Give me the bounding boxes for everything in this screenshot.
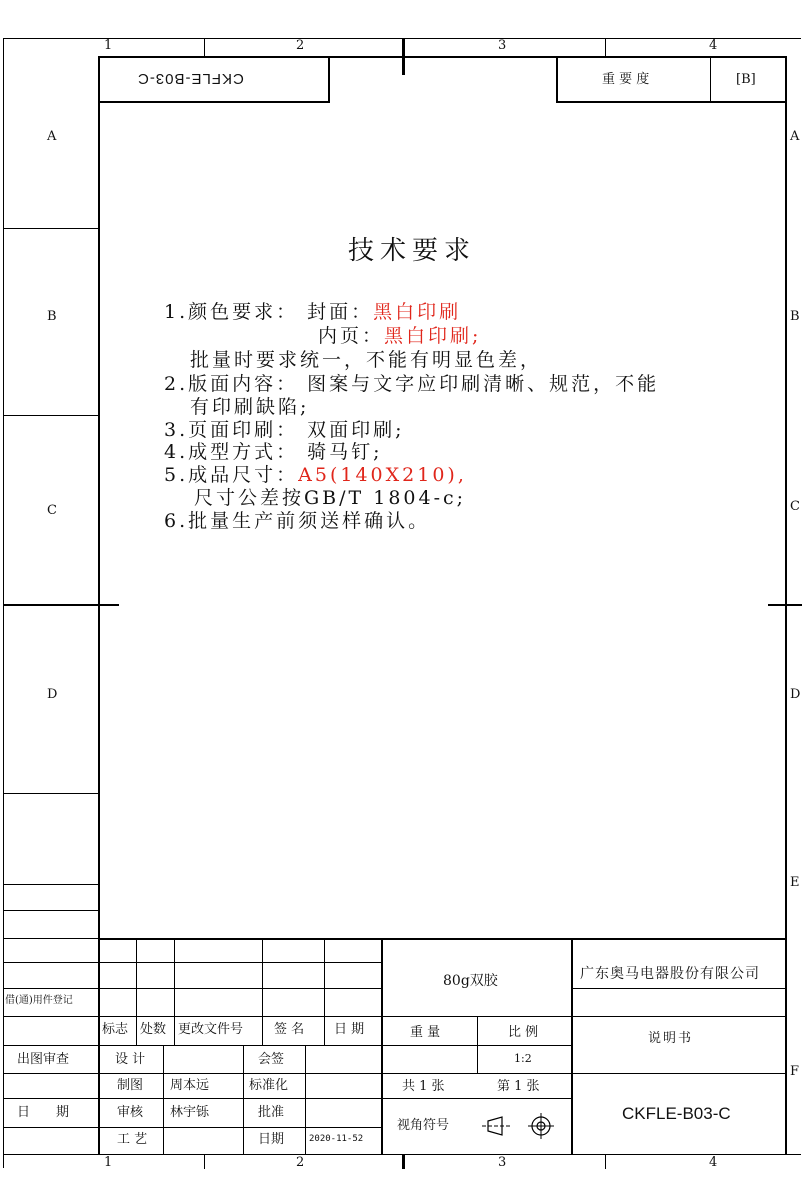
req-line-10: 6.批量生产前须送样确认。 — [164, 510, 431, 532]
view-symbol-label: 视角符号 — [397, 1118, 450, 1133]
tb-col — [477, 1016, 478, 1073]
tb-col-bold — [571, 938, 573, 1155]
importance-label: 重 要 度 — [602, 72, 650, 87]
zone-divider — [3, 228, 99, 229]
col-tick-bold — [402, 38, 405, 75]
zone-divider — [3, 1098, 99, 1099]
zone-divider-bold — [3, 604, 119, 606]
weight-label: 重 量 — [410, 1025, 441, 1040]
header-count: 处数 — [140, 1022, 167, 1037]
tb-row-full — [99, 1016, 787, 1017]
craft-label: 工 艺 — [117, 1132, 148, 1147]
scale-label: 比 例 — [508, 1025, 539, 1040]
importance-value: [B] — [736, 72, 756, 87]
header-docno: 更改文件号 — [178, 1022, 244, 1037]
zone-divider — [3, 938, 99, 939]
row-label-b: B — [47, 309, 57, 324]
date-value: 2020-11-52 — [309, 1134, 364, 1144]
material: 80g双胶 — [443, 973, 498, 989]
col-label-3: 3 — [498, 38, 507, 53]
sheet-no: 第 1 张 — [497, 1079, 540, 1094]
importance-box — [556, 57, 787, 103]
row-label-a: A — [47, 129, 57, 144]
req-line-3: 批量时要求统一，不能有明显色差， — [190, 349, 543, 371]
zone-divider — [3, 988, 99, 989]
design-label: 设 计 — [115, 1052, 146, 1067]
row-label-c: C — [47, 503, 57, 518]
borrow-label: 借(通)用件登记 — [5, 995, 73, 1006]
tb-row — [99, 1098, 572, 1099]
row-label-d-right: D — [790, 687, 801, 702]
req-line-9: 尺寸公差按GB/T 1804-c; — [194, 487, 467, 509]
tb-col — [243, 1045, 244, 1155]
req-line-5: 有印刷缺陷; — [190, 396, 310, 418]
mirrored-doc-code: CKFLE-B03-C — [137, 70, 244, 87]
col-label-3-bottom: 3 — [498, 1155, 507, 1170]
col-tick — [204, 38, 205, 56]
req-line-8 — [164, 466, 467, 485]
company-divider — [572, 988, 787, 989]
req-line-1 — [164, 303, 461, 322]
header-date: 日 期 — [334, 1022, 365, 1037]
req-8-prefix: 5.成品尺寸： — [164, 464, 299, 486]
col-tick — [605, 1155, 606, 1169]
drawer-name: 周本远 — [170, 1078, 210, 1093]
company-name: 广东奥马电器股份有限公司 — [580, 966, 760, 982]
req-line-2 — [318, 327, 481, 346]
tb-col — [324, 938, 325, 1045]
tb-col — [305, 1045, 306, 1155]
col-tick — [605, 38, 606, 56]
approve-label: 批准 — [258, 1105, 285, 1120]
tb-row — [99, 988, 382, 989]
tb-row-full — [99, 1073, 787, 1074]
tb-row — [99, 1045, 572, 1046]
zone-divider — [3, 415, 99, 416]
audit-label: 出图审查 — [17, 1052, 70, 1067]
scale-value: 1:2 — [514, 1052, 532, 1065]
zone-divider — [3, 1045, 99, 1046]
row-label-e-right: E — [790, 875, 800, 890]
review-label: 审核 — [117, 1105, 144, 1120]
zone-divider — [3, 1073, 99, 1074]
tb-row — [99, 962, 382, 963]
tech-title: 技术要求 — [348, 236, 477, 266]
importance-divider — [710, 57, 711, 101]
date-label-left: 日 期 — [17, 1105, 70, 1120]
tb-col-bold — [381, 938, 383, 1155]
col-label-4-bottom: 4 — [709, 1155, 718, 1170]
mirrored-code-box — [99, 57, 330, 103]
tb-col — [163, 1045, 164, 1155]
req-8-value: A5(140X210), — [298, 464, 467, 486]
row-label-c-right: C — [790, 499, 800, 514]
row-label-a-right: A — [790, 129, 800, 144]
tb-top — [99, 938, 787, 940]
row-label-f-right: F — [790, 1064, 800, 1079]
col-label-1: 1 — [104, 38, 113, 53]
zone-divider — [3, 793, 99, 794]
row-label-d: D — [47, 687, 58, 702]
doc-name: 说明书 — [648, 1031, 694, 1046]
date-label: 日期 — [258, 1132, 285, 1147]
header-sign: 签 名 — [274, 1022, 305, 1037]
zone-divider-bold — [768, 604, 802, 606]
zone-divider — [3, 962, 99, 963]
countersign-label: 会签 — [258, 1052, 285, 1067]
tb-col — [262, 938, 263, 1045]
draw-label: 制图 — [117, 1078, 144, 1093]
req-1-value: 黑白印刷 — [373, 301, 462, 323]
sheets-total: 共 1 张 — [402, 1079, 445, 1094]
row-label-b-right: B — [790, 309, 800, 324]
zone-divider — [3, 884, 99, 885]
col-label-2: 2 — [296, 38, 305, 53]
zone-divider — [3, 1127, 99, 1128]
tb-row — [99, 1127, 382, 1128]
req-2-value: 黑白印刷; — [384, 325, 482, 347]
tb-col — [174, 938, 175, 1045]
projection-circle-icon — [526, 1112, 556, 1140]
req-line-7: 4.成型方式： 骑马钉; — [164, 441, 383, 463]
zone-divider — [3, 1016, 99, 1017]
req-1-prefix: 1.颜色要求： 封面： — [164, 301, 374, 323]
col-tick — [204, 1155, 205, 1169]
projection-cone-icon — [480, 1114, 514, 1138]
col-tick-bold — [402, 1155, 405, 1169]
reviewer-name: 林宇铄 — [170, 1105, 210, 1120]
frame-left — [3, 38, 4, 1168]
req-2-prefix: 内页： — [318, 325, 385, 347]
doc-code: CKFLE-B03-C — [622, 1104, 731, 1123]
zone-divider — [3, 910, 99, 911]
req-line-6: 3.页面印刷： 双面印刷; — [164, 419, 405, 441]
col-label-4: 4 — [709, 38, 718, 53]
standard-label: 标准化 — [249, 1078, 289, 1093]
header-mark: 标志 — [102, 1022, 129, 1037]
tb-col — [136, 938, 137, 1045]
col-label-2-bottom: 2 — [296, 1155, 305, 1170]
col-label-1-bottom: 1 — [104, 1155, 113, 1170]
req-line-4: 2.版面内容： 图案与文字应印刷清晰、规范，不能 — [164, 373, 660, 395]
